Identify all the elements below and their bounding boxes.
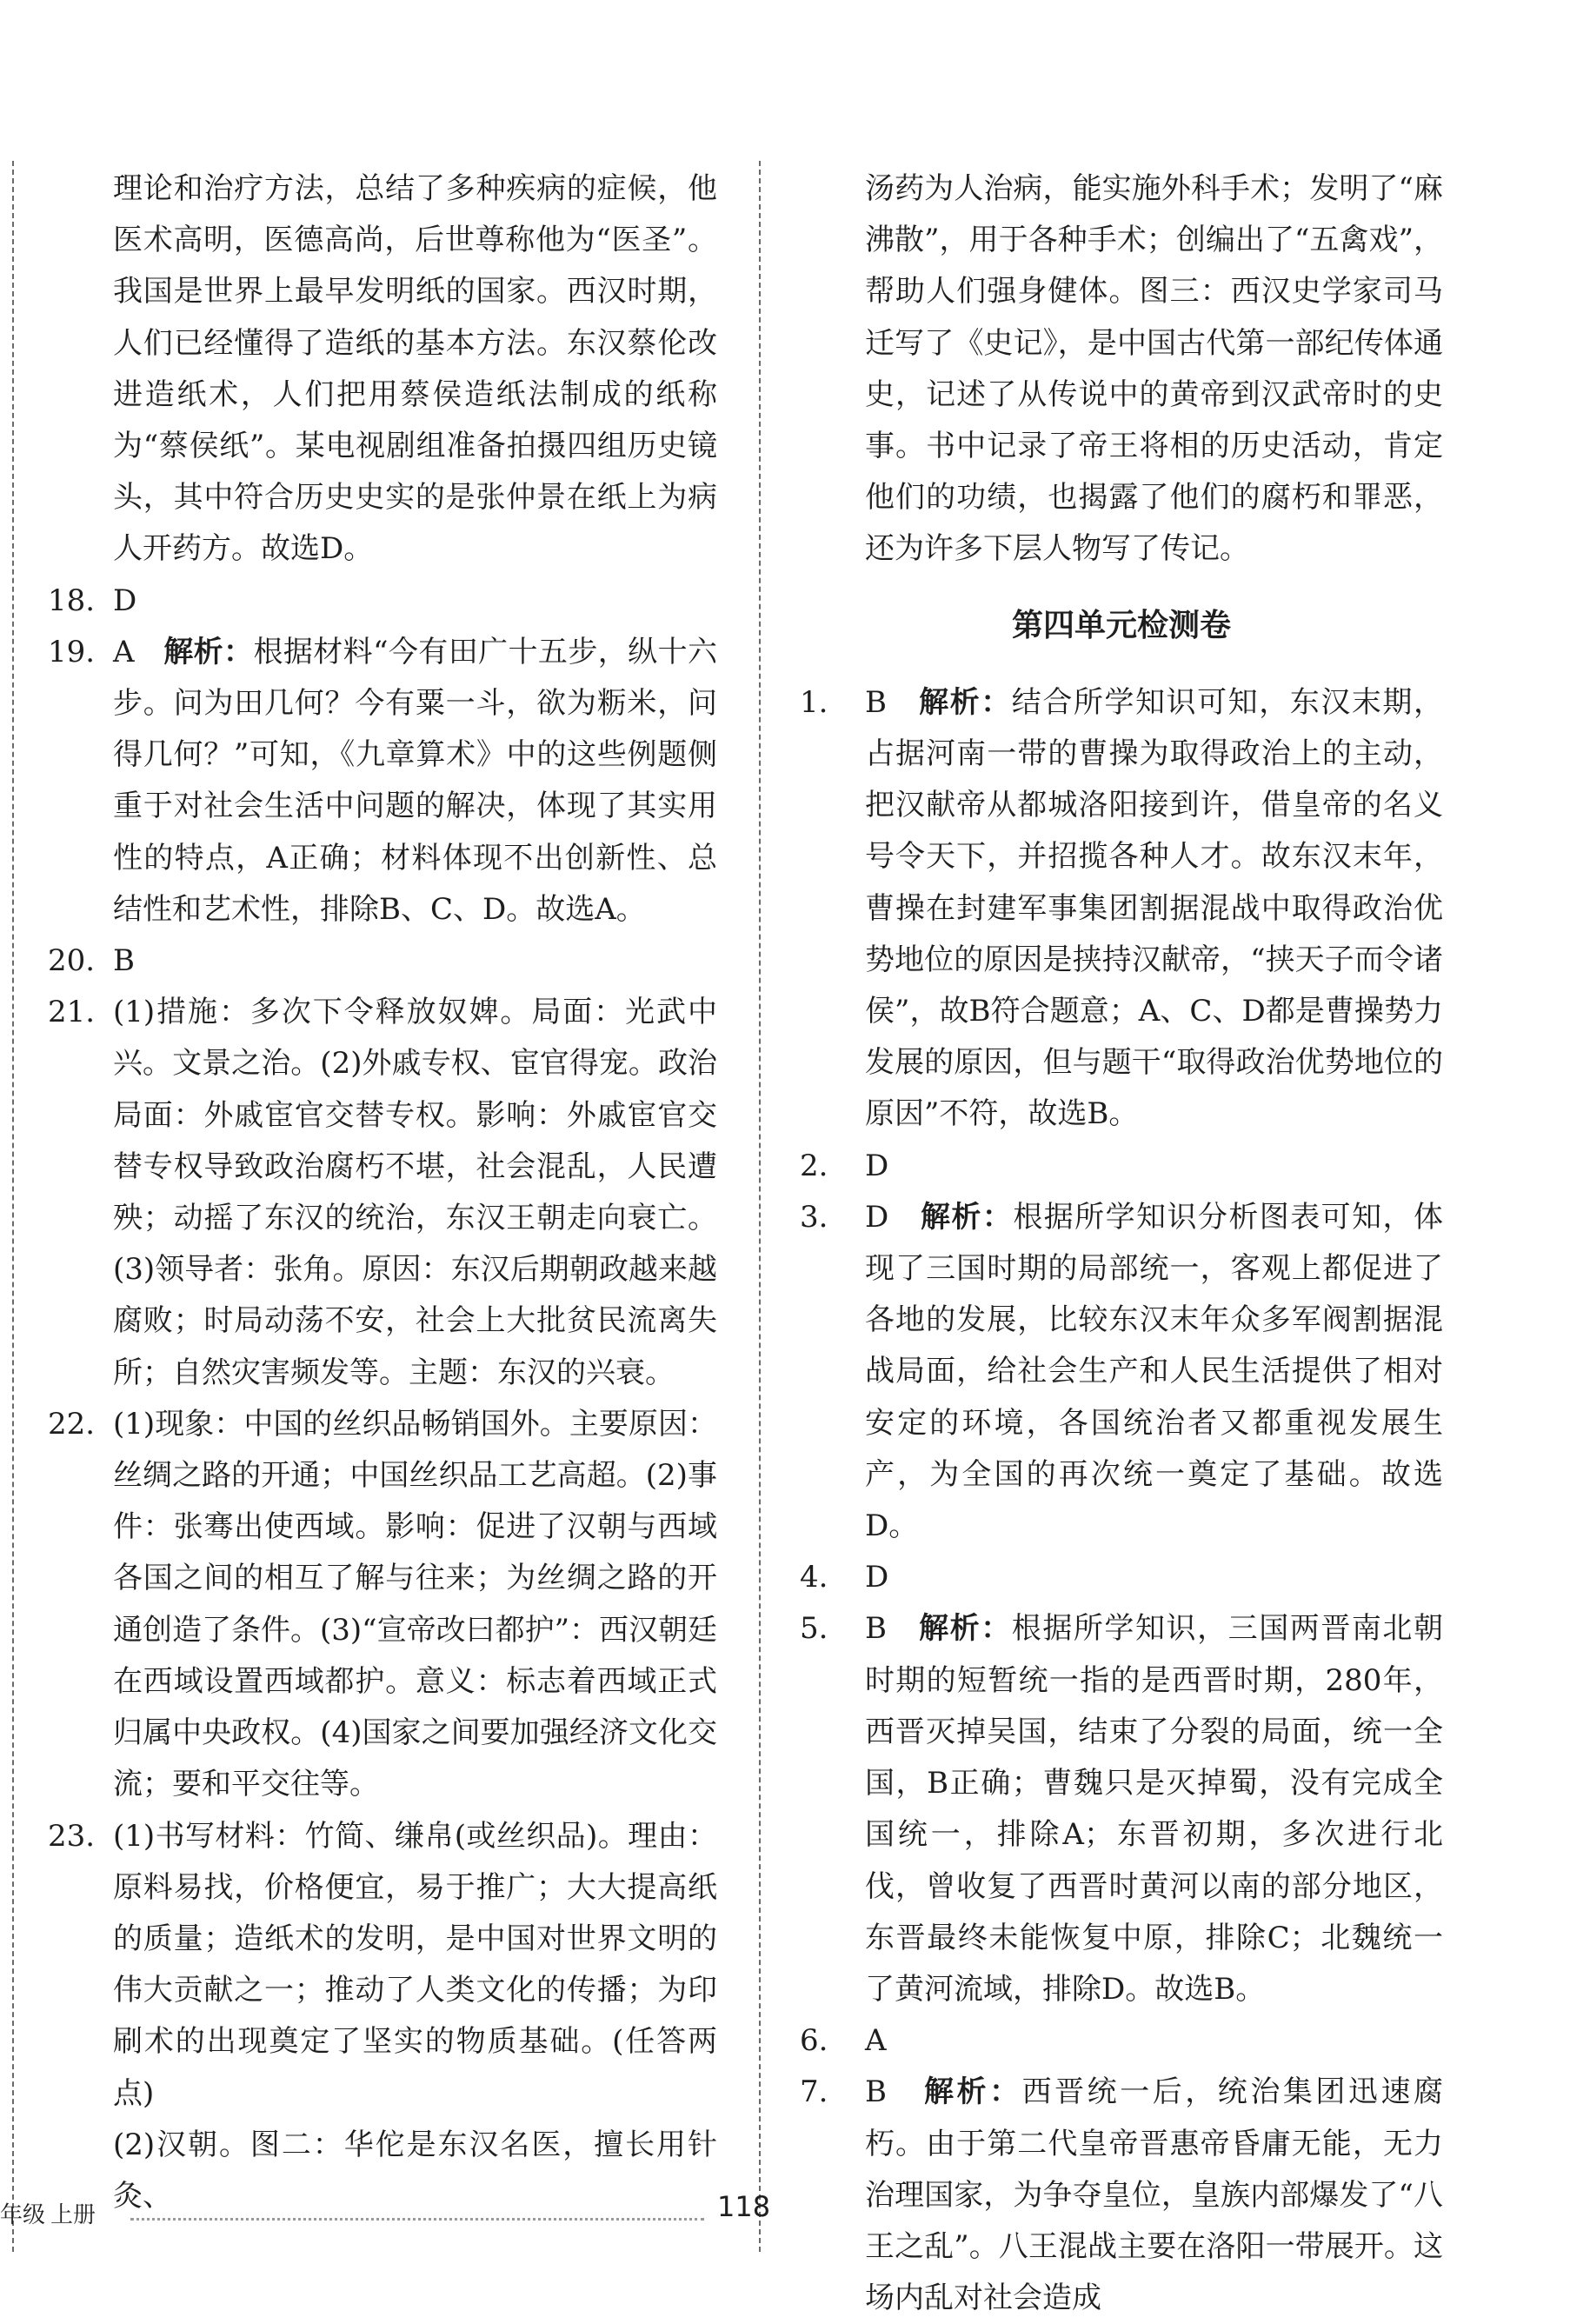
answer-item-21: 21. (1)措施：多次下令释放奴婢。局面：光武中兴。文景之治。(2)外戚专权、宦官得宠。政治局面：外戚宦官交替专权。影响：外戚宦官交替专权导致政治腐朽不堪，社会混乱，人民遭殃；动摇了东汉的统治，东汉王朝走向衰亡。(3)领导者：张角。原因：东汉后期朝政越来越腐败；时局动荡不安，社会上大批贫民流离失所；自然灾害频发等。主题：东汉的兴衰。: [48, 995, 717, 1390]
page-number: 118: [717, 2190, 771, 2223]
answer-item-23-part2: (2)汉朝。图二：华佗是东汉名医，擅长用针灸、: [113, 2127, 717, 2214]
unit4-answer-item-5: 5. B 解析：根据所学知识，三国两晋南北朝时期的短暂统一指的是西晋时期，280年，西晋灭掉吴国，结束了分裂的局面，统一全国，B正确；曹魏只是灭掉蜀，没有完成全国统一，排除A；东晋初期，多次进行北伐，曾收复了西晋时黄河以南的部分地区，东晋最终未能恢复中原，排除C；北魏统一了黄河流域，排除D。故选B。: [800, 1611, 1443, 2007]
answer-item-23: 23. (1)书写材料：竹简、缣帛(或丝织品)。理由：原料易找，价格便宜，易于推广；大大提高纸的质量；造纸术的发明，是中国对世界文明的伟大贡献之一；推动了人类文化的传播；为印刷术的出现奠定了坚实的物质基础。(任答两点): [48, 1818, 717, 2111]
answer-item-19: 19. A 解析：根据材料“今有田广十五步，纵十六步。问为田几何？今有粟一斗，欲为粝米，问得几何？”可知，《九章算术》中的这些例题侧重于对社会生活中问题的解决，体现了其实用性的特点，A正确；材料体现不出创新性、总结性和艺术性，排除B、C、D。故选A。: [48, 634, 717, 927]
right-column: [800, 163, 1443, 2324]
unit4-answer-item-2: 2. D: [800, 1148, 889, 1183]
unit4-answer-item-4: 4. D: [800, 1560, 889, 1595]
item-23-continuation: 汤药为人治病，能实施外科手术；发明了“麻沸散”，用于各种手术；创编出了“五禽戏”，帮助人们强身健体。图三：西汉史学家司马迁写了《史记》，是中国古代第一部纪传体通史，记述了从传说中的黄帝到汉武帝时的史事。书中记录了帝王将相的历史活动，肯定他们的功绩，也揭露了他们的腐朽和罪恶，还为许多下层人物写了传记。: [865, 171, 1443, 567]
answer-item-22: 22. (1)现象：中国的丝织品畅销国外。主要原因：丝绸之路的开通；中国丝织品工艺高超。(2)事件：张骞出使西域。影响：促进了汉朝与西域各国之间的相互了解与往来；为丝绸之路的开通创造了条件。(3)“宣帝改曰都护”：西汉朝廷在西域设置西域都护。意义：标志着西域正式归属中央政权。(4)国家之间要加强经济文化交流；要和平交往等。: [48, 1406, 717, 1802]
answer-item-20: 20. B: [48, 943, 135, 979]
left-binding-line: [12, 161, 14, 2252]
unit4-answer-item-6: 6. A: [800, 2023, 887, 2059]
page-footer: [0, 2187, 782, 2230]
footer-dotted-rule: [130, 2218, 704, 2221]
answer-item-18: 18. D: [48, 583, 137, 618]
previous-answer-continuation: 理论和治疗方法，总结了多种疾病的症候，他医术高明，医德高尚，后世尊称他为“医圣”。我国是世界上最早发明纸的国家。西汉时期，人们已经懂得了造纸的基本方法。东汉蔡伦改进造纸术，人们把用蔡侯造纸法制成的纸称为“蔡侯纸”。某电视剧组准备拍摄四组历史镜头，其中符合历史史实的是张仲景在纸上为病人开药方。故选D。: [113, 171, 717, 567]
unit4-answer-item-1: 1. B 解析：结合所学知识可知，东汉末期，占据河南一带的曹操为取得政治上的主动，把汉献帝从都城洛阳接到许，借皇帝的名义号令天下，并招揽各种人才。故东汉末年，曹操在封建军事集团割据混战中取得政治优势地位的原因是挟持汉献帝，“挟天子而令诸侯”，故B符合题意；A、C、D都是曹操势力发展的原因，但与题干“取得政治优势地位的原因”不符，故选B。: [800, 684, 1443, 1132]
center-binding-line: [759, 161, 761, 2252]
unit4-answer-item-3: 3. D 解析：根据所学知识分析图表可知，体现了三国时期的局部统一，客观上都促进了各地的发展，比较东汉末年众多军阀割据混战局面，给社会生产和人民生活提供了相对安定的环境，各国统治者又都重视发展生产，为全国的再次统一奠定了基础。故选D。: [800, 1199, 1443, 1544]
footer-volume: 上册: [50, 2202, 96, 2228]
unit4-answer-item-7: 7. B 解析：西晋统一后，统治集团迅速腐朽。由于第二代皇帝晋惠帝昏庸无能，无力治理国家，为争夺皇位，皇族内部爆发了“八王之乱”。八王混战主要在洛阳一带展开。这场内乱对社会造成: [800, 2074, 1443, 2316]
footer-grade: 年级: [0, 2202, 46, 2228]
left-column: [48, 163, 717, 2222]
unit-title: 第四单元检测卷: [1011, 607, 1231, 643]
